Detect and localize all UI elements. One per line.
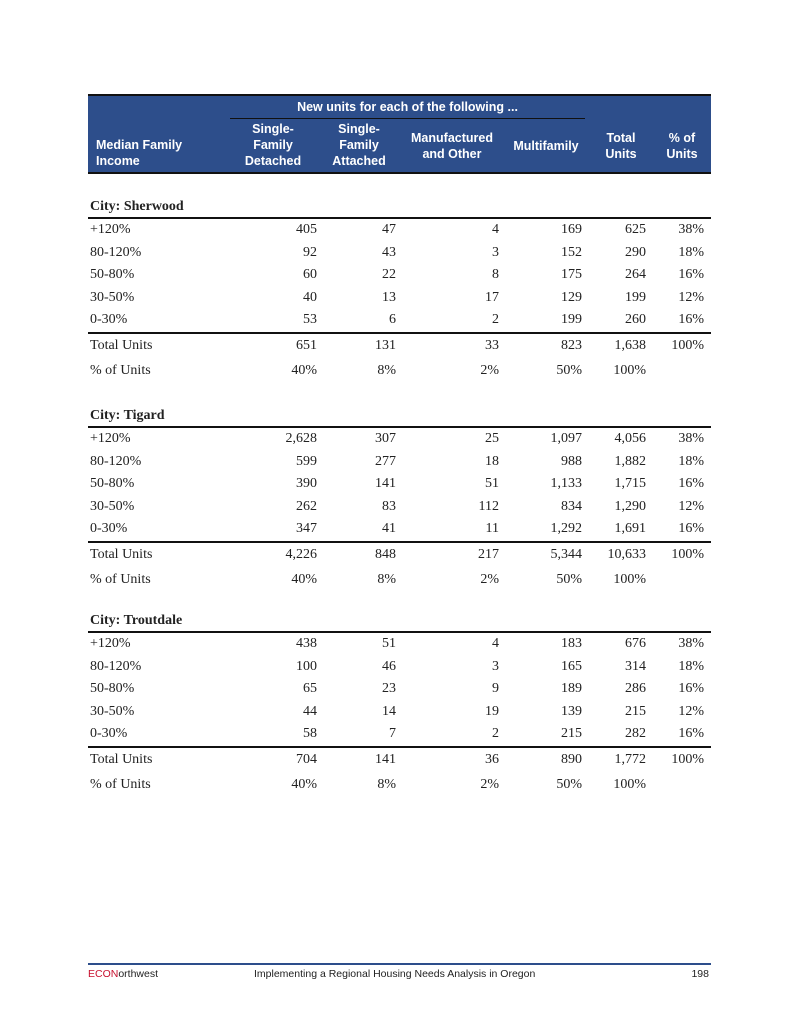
header-percent-of-units: [658, 130, 706, 162]
cell-sfd: 53: [303, 312, 317, 328]
table-row: [88, 219, 711, 242]
cell-sfa: 43: [382, 244, 396, 260]
cell-mf: 175: [561, 267, 582, 283]
table-row: [88, 656, 711, 679]
cell-mf: 5,344: [550, 546, 582, 562]
header-line: Units: [605, 147, 637, 161]
cell-sfd: 65: [303, 681, 317, 697]
cell-sfd: 58: [303, 726, 317, 742]
table-row: [88, 496, 711, 519]
total-row: [88, 748, 711, 772]
city-section: [88, 611, 711, 796]
table-row: [88, 287, 711, 310]
cell-total: 1,882: [614, 453, 646, 469]
header-line: Multifamily: [513, 139, 579, 153]
row-label: 0-30%: [90, 312, 128, 328]
table-row: [88, 309, 711, 334]
table-row: [88, 264, 711, 287]
cell-sfa: 7: [389, 726, 396, 742]
table-row: [88, 678, 711, 701]
cell-total: 199: [625, 289, 646, 305]
cell-total: 100%: [613, 776, 646, 792]
cell-mf: 1,133: [550, 476, 582, 492]
page-footer: [88, 963, 711, 980]
cell-pct: 16%: [678, 726, 704, 742]
table-row: [88, 242, 711, 265]
cell-mf: 834: [561, 498, 582, 514]
cell-sfd: 44: [303, 703, 317, 719]
cell-pct: 16%: [678, 267, 704, 283]
cell-pct: 12%: [678, 498, 704, 514]
cell-mfo: 3: [492, 244, 499, 260]
row-label: 50-80%: [90, 267, 135, 283]
cell-mf: 152: [561, 244, 582, 260]
cell-mfo: 2%: [480, 776, 499, 792]
city-section: [88, 197, 711, 382]
cell-pct: 100%: [671, 546, 704, 562]
row-label: 30-50%: [90, 498, 135, 514]
header-line: Income: [96, 154, 140, 168]
brand-prefix: ECON: [88, 968, 119, 980]
row-label: % of Units: [90, 362, 151, 378]
row-label: % of Units: [90, 776, 151, 792]
header-multifamily: [508, 138, 584, 154]
share-row: [88, 772, 711, 796]
header-line: Median Family: [96, 138, 183, 152]
table-row: [88, 473, 711, 496]
cell-pct: 12%: [678, 703, 704, 719]
cell-sfd: 262: [296, 498, 317, 514]
cell-mfo: 25: [485, 431, 499, 446]
cell-mf: 1,097: [550, 431, 582, 446]
cell-pct: 16%: [678, 312, 704, 328]
cell-mfo: 2: [492, 312, 499, 328]
header-line: and Other: [422, 147, 482, 161]
row-label: Total Units: [90, 751, 153, 767]
cell-sfa: 13: [382, 289, 396, 305]
cell-mfo: 112: [478, 498, 499, 514]
cell-mf: 139: [561, 703, 582, 719]
cell-sfa: 141: [375, 476, 396, 492]
header-manufactured-and-other: [404, 130, 500, 162]
row-label: % of Units: [90, 571, 151, 587]
cell-mf: 50%: [556, 362, 582, 378]
cell-total: 264: [625, 267, 646, 283]
share-row: [88, 358, 711, 382]
cell-total: 314: [625, 658, 646, 674]
cell-total: 1,715: [614, 476, 646, 492]
cell-mfo: 2%: [480, 571, 499, 587]
row-label: 80-120%: [90, 453, 142, 469]
cell-total: 282: [625, 726, 646, 742]
cell-mfo: 33: [485, 337, 499, 353]
row-label: +120%: [90, 222, 131, 237]
city-title: City: Tigard: [88, 406, 711, 428]
header-single-family-detached: [238, 121, 308, 169]
cell-mfo: 36: [485, 751, 499, 767]
cell-total: 676: [625, 636, 646, 651]
cell-total: 1,772: [614, 751, 646, 767]
cell-mf: 165: [561, 658, 582, 674]
footer-rule: [88, 963, 711, 965]
cell-pct: 38%: [678, 222, 704, 237]
header-line: Units: [666, 147, 698, 161]
cell-sfa: 848: [375, 546, 396, 562]
row-label: 30-50%: [90, 289, 135, 305]
cell-sfa: 41: [382, 521, 396, 537]
table-header: [88, 94, 711, 174]
total-row: [88, 334, 711, 358]
cell-mf: 50%: [556, 571, 582, 587]
city-title: City: Sherwood: [88, 197, 711, 219]
cell-sfd: 40%: [291, 362, 317, 378]
cell-mf: 199: [561, 312, 582, 328]
cell-pct: 18%: [678, 244, 704, 260]
cell-mf: 189: [561, 681, 582, 697]
cell-mf: 50%: [556, 776, 582, 792]
cell-mfo: 18: [485, 453, 499, 469]
cell-sfd: 651: [296, 337, 317, 353]
cell-total: 215: [625, 703, 646, 719]
column-group-title: New units for each of the following ...: [297, 100, 518, 114]
row-label: 50-80%: [90, 681, 135, 697]
cell-sfa: 131: [375, 337, 396, 353]
cell-sfa: 14: [382, 703, 396, 719]
header-median-family-income: [96, 137, 182, 169]
cell-pct: 16%: [678, 681, 704, 697]
cell-total: 625: [625, 222, 646, 237]
cell-sfd: 92: [303, 244, 317, 260]
cell-sfd: 405: [296, 222, 317, 237]
cell-pct: 16%: [678, 476, 704, 492]
header-line: Single-: [252, 122, 294, 136]
cell-sfa: 8%: [377, 362, 396, 378]
cell-sfd: 704: [296, 751, 317, 767]
cell-sfd: 347: [296, 521, 317, 537]
cell-total: 290: [625, 244, 646, 260]
document-title: Implementing a Regional Housing Needs Analysis in Oregon: [254, 968, 536, 980]
cell-pct: 18%: [678, 453, 704, 469]
cell-sfd: 438: [296, 636, 317, 651]
cell-mf: 215: [561, 726, 582, 742]
table-row: [88, 428, 711, 451]
total-row: [88, 543, 711, 567]
cell-mfo: 8: [492, 267, 499, 283]
city-title: City: Troutdale: [88, 611, 711, 633]
cell-sfd: 4,226: [285, 546, 317, 562]
cell-sfd: 2,628: [285, 431, 317, 446]
cell-sfd: 40%: [291, 571, 317, 587]
cell-mf: 890: [561, 751, 582, 767]
page-number: 198: [691, 968, 709, 980]
row-label: Total Units: [90, 546, 153, 562]
column-group-divider: [230, 118, 585, 119]
cell-mf: 988: [561, 453, 582, 469]
header-line: Attached: [332, 154, 386, 168]
cell-mfo: 2%: [480, 362, 499, 378]
cell-total: 1,691: [614, 521, 646, 537]
cell-sfd: 599: [296, 453, 317, 469]
header-single-family-attached: [324, 121, 394, 169]
cell-pct: 100%: [671, 751, 704, 767]
header-line: Single-: [338, 122, 380, 136]
cell-total: 1,638: [614, 337, 646, 353]
header-line: Family: [339, 138, 379, 152]
header-line: Total: [606, 131, 636, 145]
cell-pct: 38%: [678, 431, 704, 446]
cell-sfd: 40: [303, 289, 317, 305]
cell-pct: 38%: [678, 636, 704, 651]
table-row: [88, 518, 711, 543]
cell-pct: 100%: [671, 337, 704, 353]
row-label: 0-30%: [90, 726, 128, 742]
cell-total: 100%: [613, 362, 646, 378]
cell-mf: 129: [561, 289, 582, 305]
row-label: 50-80%: [90, 476, 135, 492]
row-label: 30-50%: [90, 703, 135, 719]
cell-total: 4,056: [614, 431, 646, 446]
row-label: Total Units: [90, 337, 153, 353]
header-line: Detached: [244, 154, 302, 168]
cell-mfo: 4: [492, 222, 499, 237]
row-label: 80-120%: [90, 658, 142, 674]
cell-mfo: 217: [478, 546, 499, 562]
cell-mf: 823: [561, 337, 582, 353]
cell-sfa: 46: [382, 658, 396, 674]
cell-total: 100%: [613, 571, 646, 587]
cell-total: 1,290: [614, 498, 646, 514]
header-total-units: [596, 130, 646, 162]
cell-mfo: 17: [485, 289, 499, 305]
city-section: [88, 406, 711, 591]
header-line: % of: [668, 131, 696, 145]
cell-sfa: 277: [375, 453, 396, 469]
housing-needs-table: [88, 94, 711, 174]
share-row: [88, 567, 711, 591]
header-line: Family: [253, 138, 293, 152]
table-row: [88, 723, 711, 748]
table-row: [88, 633, 711, 656]
cell-sfa: 22: [382, 267, 396, 283]
cell-sfa: 23: [382, 681, 396, 697]
table-row: [88, 701, 711, 724]
row-label: 0-30%: [90, 521, 128, 537]
table-row: [88, 451, 711, 474]
brand-logo: [88, 968, 158, 980]
cell-sfd: 40%: [291, 776, 317, 792]
cell-pct: 18%: [678, 658, 704, 674]
cell-sfa: 83: [382, 498, 396, 514]
cell-sfa: 141: [375, 751, 396, 767]
cell-pct: 12%: [678, 289, 704, 305]
cell-sfa: 8%: [377, 571, 396, 587]
row-label: 80-120%: [90, 244, 142, 260]
cell-mfo: 4: [492, 636, 499, 651]
cell-sfd: 60: [303, 267, 317, 283]
brand-suffix: orthwest: [118, 968, 159, 980]
cell-mfo: 19: [485, 703, 499, 719]
cell-mfo: 11: [485, 521, 499, 537]
cell-sfd: 390: [296, 476, 317, 492]
cell-mfo: 2: [492, 726, 499, 742]
row-label: +120%: [90, 431, 131, 446]
cell-mfo: 51: [485, 476, 499, 492]
cell-mfo: 9: [492, 681, 499, 697]
cell-sfa: 8%: [377, 776, 396, 792]
cell-pct: 16%: [678, 521, 704, 537]
cell-mf: 1,292: [550, 521, 582, 537]
cell-sfa: 307: [375, 431, 396, 446]
row-label: +120%: [90, 636, 131, 651]
cell-mf: 169: [561, 222, 582, 237]
cell-total: 260: [625, 312, 646, 328]
cell-mf: 183: [561, 636, 582, 651]
cell-total: 10,633: [607, 546, 646, 562]
header-line: Manufactured: [411, 131, 493, 145]
cell-mfo: 3: [492, 658, 499, 674]
cell-sfd: 100: [296, 658, 317, 674]
cell-sfa: 51: [382, 636, 396, 651]
cell-total: 286: [625, 681, 646, 697]
cell-sfa: 6: [389, 312, 396, 328]
cell-sfa: 47: [382, 222, 396, 237]
